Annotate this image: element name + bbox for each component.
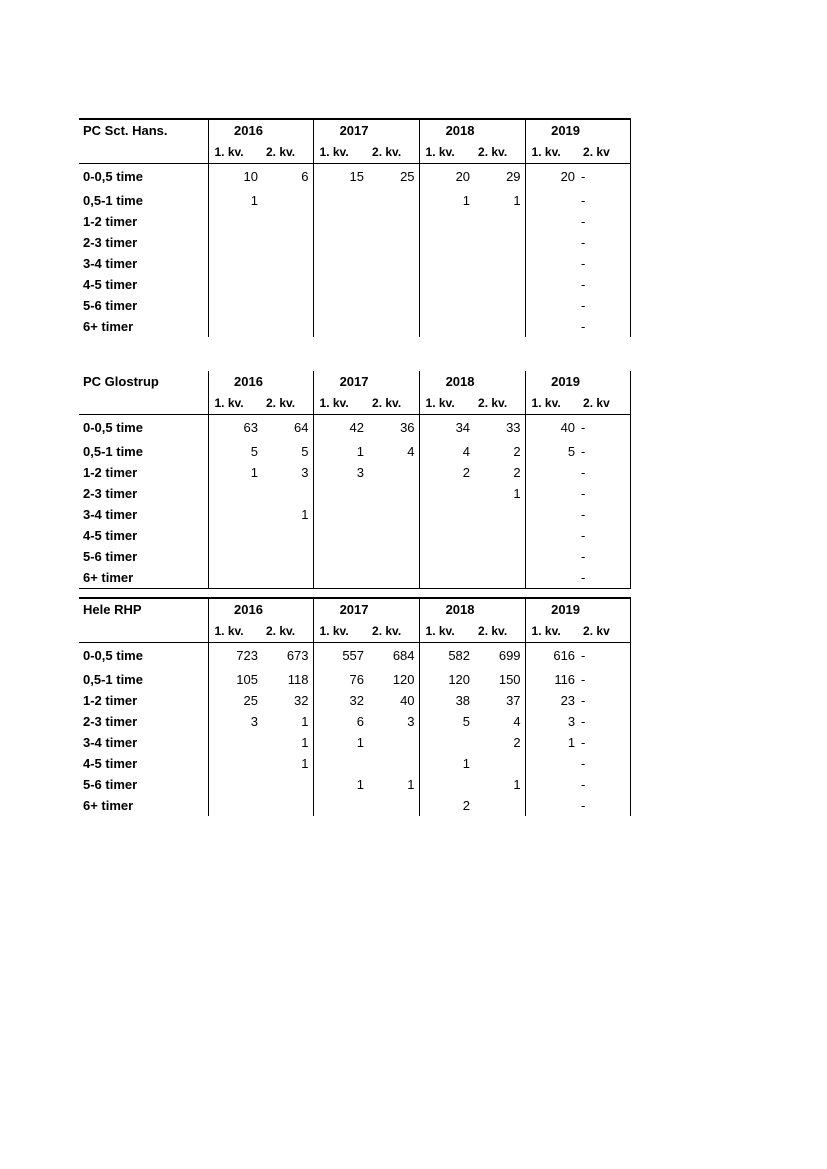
value-cell [208, 483, 260, 504]
value-cell: 616 [525, 643, 577, 670]
value-cell [525, 546, 577, 567]
table-row [79, 441, 630, 462]
value-cell [419, 732, 472, 753]
value-cell: 38 [419, 690, 472, 711]
table-row [79, 253, 630, 274]
quarter-header: 2. kv. [260, 392, 313, 415]
table-row [79, 415, 630, 442]
value-cell: - [577, 525, 630, 546]
value-cell: 32 [313, 690, 366, 711]
value-cell [472, 211, 525, 232]
row-label: 6+ timer [83, 798, 134, 813]
value-cell: 120 [419, 669, 472, 690]
value-cell [419, 504, 472, 525]
value-cell [472, 253, 525, 274]
value-cell [525, 795, 577, 816]
quarter-header: 2. kv. [472, 141, 525, 164]
value-cell [472, 795, 525, 816]
value-cell [419, 253, 472, 274]
value-cell [208, 753, 260, 774]
value-cell [419, 232, 472, 253]
row-label: 2-3 timer [83, 235, 138, 250]
value-cell: 23 [525, 690, 577, 711]
value-cell: 3 [301, 465, 309, 480]
value-cell [366, 504, 419, 525]
value-cell: 1 [419, 190, 472, 211]
value-cell: 4 [407, 444, 415, 459]
row-label: 4-5 timer [83, 756, 138, 771]
quarter-header: 1. kv. [313, 392, 366, 415]
value-cell: 3 [208, 711, 260, 732]
year-header: 2017 [313, 371, 419, 392]
row-label: 0-0,5 time [83, 648, 143, 663]
value-cell: 5 [208, 441, 260, 462]
value-cell [419, 316, 472, 337]
quarter-header: 1. kv. [525, 392, 577, 415]
table-row [79, 753, 630, 774]
value-cell: 1 [301, 756, 309, 771]
quarter-header: 1. kv. [419, 620, 472, 643]
value-cell [366, 483, 419, 504]
value-cell [260, 211, 313, 232]
value-cell [366, 732, 419, 753]
value-cell: - [577, 462, 630, 483]
value-cell [472, 504, 525, 525]
row-label: 2-3 timer [83, 714, 138, 729]
table-title: Hele RHP [79, 598, 208, 620]
table-row [79, 274, 630, 295]
value-cell [525, 211, 577, 232]
value-cell: 1 [313, 774, 366, 795]
value-cell [366, 253, 419, 274]
value-cell: 1 [513, 193, 521, 208]
value-cell [366, 795, 419, 816]
value-cell: - [577, 441, 630, 462]
value-cell [208, 567, 260, 589]
year-header: 2016 [208, 119, 313, 141]
value-cell: - [577, 483, 630, 504]
value-cell [525, 462, 577, 483]
value-cell [208, 274, 260, 295]
value-cell [525, 525, 577, 546]
year-header: 2016 [208, 371, 313, 392]
value-cell [366, 567, 419, 589]
value-cell [366, 211, 419, 232]
value-cell: 582 [419, 643, 472, 670]
table-row [79, 690, 630, 711]
value-cell: 2 [419, 462, 472, 483]
table-row [79, 567, 630, 589]
value-cell: 120 [392, 672, 415, 687]
value-cell [366, 316, 419, 337]
value-cell: - [577, 546, 630, 567]
usage-table [79, 118, 631, 337]
quarter-header: 1. kv. [313, 141, 366, 164]
row-label: 5-6 timer [83, 549, 138, 564]
year-header: 2018 [419, 371, 525, 392]
value-cell [313, 504, 366, 525]
value-cell: 118 [287, 672, 309, 687]
row-label: 3-4 timer [83, 507, 138, 522]
value-cell [313, 232, 366, 253]
value-cell [525, 504, 577, 525]
row-label: 0-0,5 time [83, 169, 143, 184]
value-cell: 33 [506, 420, 521, 435]
value-cell [313, 274, 366, 295]
year-header-row [79, 598, 630, 620]
quarter-header: 1. kv. [419, 392, 472, 415]
value-cell [525, 774, 577, 795]
value-cell [208, 211, 260, 232]
value-cell [472, 753, 525, 774]
value-cell: 2 [513, 735, 521, 750]
value-cell [525, 295, 577, 316]
value-cell [260, 316, 313, 337]
table-row [79, 774, 630, 795]
value-cell [525, 483, 577, 504]
quarter-header-row [79, 392, 630, 415]
value-cell: 557 [313, 643, 366, 670]
value-cell: 5 [525, 441, 577, 462]
value-cell: 32 [294, 693, 309, 708]
value-cell [208, 795, 260, 816]
value-cell: - [577, 643, 630, 670]
year-header: 2016 [208, 598, 313, 620]
usage-table [79, 597, 631, 816]
value-cell: - [577, 253, 630, 274]
value-cell: 105 [208, 669, 260, 690]
value-cell: 40 [400, 693, 415, 708]
row-label: 2-3 timer [83, 486, 138, 501]
value-cell: 1 [301, 735, 309, 750]
value-cell [313, 753, 366, 774]
year-header: 2019 [525, 119, 630, 141]
year-header-row [79, 119, 630, 141]
value-cell [366, 190, 419, 211]
value-cell: - [577, 690, 630, 711]
value-cell [419, 211, 472, 232]
value-cell [472, 567, 525, 589]
value-cell: 6 [313, 711, 366, 732]
value-cell: - [577, 415, 630, 442]
value-cell: 1 [301, 714, 309, 729]
value-cell: - [577, 567, 630, 589]
table-row [79, 462, 630, 483]
value-cell [366, 295, 419, 316]
value-cell [472, 274, 525, 295]
value-cell: 63 [208, 415, 260, 442]
table-row [79, 546, 630, 567]
value-cell [208, 253, 260, 274]
quarter-header: 2. kv [577, 620, 630, 643]
value-cell: 20 [419, 164, 472, 191]
row-label: 0,5-1 time [83, 672, 143, 687]
value-cell [525, 274, 577, 295]
value-cell [472, 232, 525, 253]
table-row [79, 669, 630, 690]
value-cell [208, 504, 260, 525]
year-header: 2018 [419, 598, 525, 620]
value-cell [313, 795, 366, 816]
row-label: 5-6 timer [83, 298, 138, 313]
value-cell [472, 316, 525, 337]
value-cell: 1 [313, 732, 366, 753]
year-header: 2017 [313, 598, 419, 620]
row-label: 3-4 timer [83, 256, 138, 271]
table-title: PC Sct. Hans. [79, 119, 208, 141]
value-cell [313, 211, 366, 232]
value-cell: - [577, 795, 630, 816]
value-cell: 3 [525, 711, 577, 732]
value-cell [260, 295, 313, 316]
value-cell [313, 567, 366, 589]
quarter-header: 1. kv. [208, 141, 260, 164]
value-cell: 699 [498, 648, 521, 663]
row-label: 5-6 timer [83, 777, 138, 792]
value-cell: - [577, 669, 630, 690]
quarter-header: 2. kv [577, 141, 630, 164]
value-cell [366, 274, 419, 295]
value-cell [472, 295, 525, 316]
value-cell: 25 [400, 169, 415, 184]
row-label: 4-5 timer [83, 277, 138, 292]
table-row [79, 295, 630, 316]
row-label: 4-5 timer [83, 528, 138, 543]
row-label: 1-2 timer [83, 214, 138, 229]
row-label: 6+ timer [79, 567, 208, 589]
value-cell: 1 [419, 753, 472, 774]
table-row [79, 483, 630, 504]
year-header-row [79, 371, 630, 392]
value-cell: 36 [400, 420, 415, 435]
value-cell [260, 190, 313, 211]
table-row [79, 643, 630, 670]
value-cell [260, 525, 313, 546]
table-row [79, 795, 630, 816]
value-cell: 673 [286, 648, 309, 663]
value-cell [419, 774, 472, 795]
value-cell [525, 316, 577, 337]
value-cell: - [577, 274, 630, 295]
value-cell: 2 [513, 444, 521, 459]
value-cell [419, 546, 472, 567]
value-cell: 4 [419, 441, 472, 462]
value-cell [313, 525, 366, 546]
value-cell: 723 [208, 643, 260, 670]
value-cell: 150 [498, 672, 521, 687]
usage-table [79, 371, 631, 589]
quarter-header: 1. kv. [313, 620, 366, 643]
value-cell [313, 546, 366, 567]
table-row [79, 711, 630, 732]
row-label: 1-2 timer [83, 693, 138, 708]
value-cell [419, 483, 472, 504]
table-row [79, 525, 630, 546]
quarter-header: 1. kv. [208, 620, 260, 643]
value-cell: 1 [313, 441, 366, 462]
value-cell: 1 [301, 507, 309, 522]
value-cell: 1 [513, 777, 521, 792]
quarter-header: 2. kv. [366, 620, 419, 643]
table-row [79, 164, 630, 191]
value-cell [260, 546, 313, 567]
value-cell: 34 [419, 415, 472, 442]
value-cell: 5 [419, 711, 472, 732]
value-cell [260, 483, 313, 504]
value-cell: 5 [301, 444, 309, 459]
value-cell: 42 [313, 415, 366, 442]
value-cell: - [577, 190, 630, 211]
value-cell [208, 732, 260, 753]
value-cell [208, 546, 260, 567]
value-cell: - [577, 504, 630, 525]
value-cell: 2 [419, 795, 472, 816]
value-cell [208, 316, 260, 337]
value-cell [419, 274, 472, 295]
value-cell: 64 [294, 420, 309, 435]
row-label: 0,5-1 time [83, 444, 143, 459]
value-cell [366, 753, 419, 774]
value-cell [525, 753, 577, 774]
value-cell: 2 [513, 465, 521, 480]
value-cell [260, 567, 313, 589]
value-cell [525, 190, 577, 211]
row-label: 1-2 timer [83, 465, 138, 480]
row-label: 0,5-1 time [83, 193, 143, 208]
value-cell [472, 546, 525, 567]
value-cell: 1 [525, 732, 577, 753]
year-header: 2017 [313, 119, 419, 141]
value-cell [260, 253, 313, 274]
table-row [79, 232, 630, 253]
value-cell: 1 [407, 777, 415, 792]
blank-cell [79, 141, 208, 164]
value-cell [419, 295, 472, 316]
quarter-header: 1. kv. [208, 392, 260, 415]
row-label: 3-4 timer [83, 735, 138, 750]
value-cell [525, 232, 577, 253]
value-cell: - [577, 753, 630, 774]
value-cell [208, 295, 260, 316]
value-cell [208, 232, 260, 253]
value-cell: 3 [313, 462, 366, 483]
table-row [79, 504, 630, 525]
value-cell [366, 462, 419, 483]
value-cell: - [577, 232, 630, 253]
value-cell: 10 [208, 164, 260, 191]
value-cell [313, 483, 366, 504]
value-cell: - [577, 316, 630, 337]
table-row [79, 732, 630, 753]
value-cell: 20 [525, 164, 577, 191]
quarter-header: 2. kv. [366, 392, 419, 415]
value-cell: - [577, 774, 630, 795]
value-cell [260, 274, 313, 295]
quarter-header: 2. kv. [366, 141, 419, 164]
quarter-header-row [79, 141, 630, 164]
year-header: 2019 [525, 598, 630, 620]
quarter-header-row [79, 620, 630, 643]
value-cell [419, 567, 472, 589]
blank-cell [79, 392, 208, 415]
quarter-header: 1. kv. [419, 141, 472, 164]
value-cell [525, 253, 577, 274]
value-cell: - [577, 711, 630, 732]
value-cell [313, 316, 366, 337]
value-cell: 116 [525, 669, 577, 690]
table-title: PC Glostrup [83, 374, 159, 389]
value-cell [260, 774, 313, 795]
value-cell: 1 [208, 190, 260, 211]
value-cell [313, 190, 366, 211]
value-cell [472, 525, 525, 546]
value-cell [313, 253, 366, 274]
value-cell: 37 [506, 693, 521, 708]
value-cell: - [577, 732, 630, 753]
value-cell: 15 [313, 164, 366, 191]
value-cell: 3 [407, 714, 415, 729]
quarter-header: 1. kv. [525, 141, 577, 164]
year-header: 2018 [419, 119, 525, 141]
value-cell [525, 567, 577, 589]
value-cell: 76 [313, 669, 366, 690]
value-cell [366, 232, 419, 253]
value-cell: 1 [513, 486, 521, 501]
value-cell [366, 546, 419, 567]
value-cell: - [577, 164, 630, 191]
row-label: 0-0,5 time [83, 420, 143, 435]
quarter-header: 2. kv. [260, 620, 313, 643]
value-cell: 6 [301, 169, 309, 184]
value-cell: 40 [525, 415, 577, 442]
value-cell [419, 525, 472, 546]
table-row [79, 316, 630, 337]
blank-cell [79, 620, 208, 643]
value-cell [366, 525, 419, 546]
value-cell: 29 [506, 169, 521, 184]
value-cell: 25 [208, 690, 260, 711]
quarter-header: 2. kv. [260, 141, 313, 164]
value-cell: - [577, 295, 630, 316]
value-cell [260, 795, 313, 816]
table-row [79, 211, 630, 232]
table-row [79, 190, 630, 211]
value-cell: 1 [208, 462, 260, 483]
quarter-header: 2. kv. [472, 392, 525, 415]
value-cell [208, 774, 260, 795]
value-cell [208, 525, 260, 546]
value-cell: 4 [513, 714, 521, 729]
quarter-header: 1. kv. [525, 620, 577, 643]
quarter-header: 2. kv [577, 392, 630, 415]
year-header: 2019 [525, 371, 630, 392]
quarter-header: 2. kv. [472, 620, 525, 643]
value-cell [313, 295, 366, 316]
value-cell: 684 [392, 648, 415, 663]
value-cell [260, 232, 313, 253]
row-label: 6+ timer [83, 319, 134, 334]
value-cell: - [577, 211, 630, 232]
